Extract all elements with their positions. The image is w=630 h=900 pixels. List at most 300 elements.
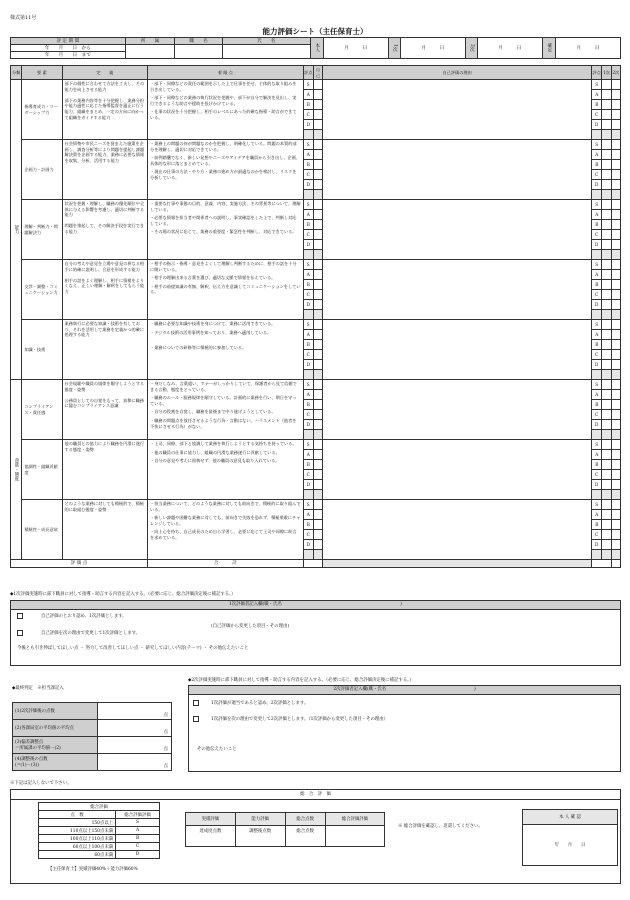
level-cell: C <box>303 530 313 540</box>
self-score-cell[interactable] <box>313 460 322 470</box>
self-score-cell[interactable] <box>313 440 322 450</box>
self-date[interactable]: 月 日 <box>323 38 388 59</box>
first-score-cell[interactable] <box>602 510 611 520</box>
second-score-cell[interactable] <box>611 80 620 90</box>
final-score-value[interactable]: 点 <box>98 703 172 720</box>
second-score-cell[interactable] <box>611 390 620 400</box>
reason-cell[interactable] <box>323 320 592 380</box>
final-score-title: ◆最終判定 ※担当課記入 <box>12 686 64 691</box>
total-reason-cell <box>323 560 592 568</box>
second-score-cell[interactable] <box>611 220 620 230</box>
second-score-cell[interactable] <box>611 280 620 290</box>
second-date[interactable]: 月 日 <box>477 38 542 59</box>
first-score-cell[interactable] <box>602 540 611 550</box>
first-score-cell[interactable] <box>602 460 611 470</box>
level-cell: D <box>592 300 602 310</box>
first-score-cell[interactable] <box>602 470 611 480</box>
level-cell: S <box>303 260 313 270</box>
element-cell: 知識・技術 <box>22 320 62 380</box>
first-score-cell[interactable] <box>602 140 611 150</box>
first-score-cell[interactable] <box>602 310 611 320</box>
focus-point: ・自分の意見や考えに固執せず、他の職員の意見も取り入れている。 <box>150 458 280 464</box>
level-cell: D <box>303 240 313 250</box>
self-score-cell[interactable] <box>313 300 322 310</box>
first-score-cell[interactable] <box>602 280 611 290</box>
second-score-cell[interactable] <box>611 440 620 450</box>
first-score-cell[interactable] <box>602 340 611 350</box>
scale-grade: B <box>116 835 160 843</box>
second-score-cell[interactable] <box>611 290 620 300</box>
second-score-cell[interactable] <box>611 260 620 270</box>
level-cell: D <box>303 420 313 430</box>
self-score-cell[interactable] <box>313 520 322 530</box>
second-score-cell[interactable] <box>611 170 620 180</box>
focus-point: ・職務に必要な知識や技術を身につけて、業務に活用できている。 <box>150 321 276 326</box>
level-cell <box>592 130 602 140</box>
level-cell: C <box>592 350 602 360</box>
focus-point: ・他の職員の仕事に協力し、組織の円滑な業務遂行に貢献している。 <box>150 449 280 455</box>
eval-row <box>11 500 621 510</box>
checkbox[interactable] <box>17 613 23 619</box>
element-cell: 指導育成力・リーダーシップ力 <box>22 80 62 140</box>
focus-point: ・業務についての研修等に積極的に参加している。 <box>150 345 247 351</box>
first-score-cell[interactable] <box>602 290 611 300</box>
final-score-row <box>13 703 172 720</box>
second-score-cell[interactable] <box>611 530 620 540</box>
focus-point: ・重要な打事や事態の目的、意義、内容、実施方法、その背景等について、理解している。 <box>150 201 301 212</box>
self-score-cell[interactable] <box>313 220 322 230</box>
second-score-cell[interactable] <box>611 200 620 210</box>
self-score-cell[interactable] <box>313 180 322 190</box>
self-score-cell[interactable] <box>313 190 322 200</box>
first-score-cell[interactable] <box>602 430 611 440</box>
name-field[interactable] <box>222 45 310 59</box>
final-score-value[interactable]: 点 <box>98 737 172 754</box>
calc-head: 能力評価 <box>235 813 285 826</box>
level-cell: S <box>303 440 313 450</box>
self-score-cell[interactable] <box>313 430 322 440</box>
eval-row <box>11 380 621 390</box>
self-score-cell[interactable] <box>313 150 322 160</box>
level-cell <box>592 190 602 200</box>
self-score-cell[interactable] <box>313 330 322 340</box>
level-cell: C <box>592 110 602 120</box>
self-score-cell[interactable] <box>313 90 322 100</box>
second-score-cell[interactable] <box>611 480 620 490</box>
second-score-cell[interactable] <box>611 130 620 140</box>
first-score-cell[interactable] <box>602 100 611 110</box>
second-score-cell[interactable] <box>611 520 620 530</box>
second-score-cell[interactable] <box>611 450 620 460</box>
element-cell: 理解・判断力・問題解決力 <box>22 200 62 260</box>
first-score-cell[interactable] <box>602 210 611 220</box>
total-self-cell[interactable] <box>303 560 323 568</box>
second-review-option-2[interactable]: 1次評価を次の理由で変更して2次評価とします。（1次評価から変更した項目・その理由） <box>193 716 388 722</box>
level-cell: D <box>592 420 602 430</box>
first-score-cell[interactable] <box>602 240 611 250</box>
level-cell: C <box>303 350 313 360</box>
self-score-cell[interactable] <box>313 100 322 110</box>
reason-cell[interactable] <box>323 140 592 200</box>
second-score-cell[interactable] <box>611 140 620 150</box>
first-score-cell[interactable] <box>602 80 611 90</box>
second-score-cell[interactable] <box>611 510 620 520</box>
self-score-cell[interactable] <box>313 420 322 430</box>
self-score-cell[interactable] <box>313 490 322 500</box>
second-score-cell[interactable] <box>611 120 620 130</box>
level-cell: B <box>303 160 313 170</box>
level-cell: D <box>592 360 602 370</box>
first-score-cell[interactable] <box>602 530 611 540</box>
definition-cell: どのような業務に対しても積極的で、積極的に取組む態度・姿勢 <box>62 500 148 560</box>
second-score-cell[interactable] <box>611 230 620 240</box>
col-category: 分類 <box>11 66 22 80</box>
second-score-cell[interactable] <box>611 310 620 320</box>
self-score-cell[interactable] <box>313 110 322 120</box>
level-cell: A <box>303 330 313 340</box>
self-score-cell[interactable] <box>313 500 322 510</box>
second-score-cell[interactable] <box>611 420 620 430</box>
self-score-cell[interactable] <box>313 400 322 410</box>
level-cell: D <box>303 480 313 490</box>
final-score-row <box>13 754 172 771</box>
level-cell: D <box>303 300 313 310</box>
scale-range: 100点以上110点未満 <box>39 835 116 843</box>
confirm-table <box>522 809 618 866</box>
second-score-cell[interactable] <box>611 210 620 220</box>
scale-row <box>39 819 160 827</box>
self-score-cell[interactable] <box>313 550 322 560</box>
second-score-cell[interactable] <box>611 400 620 410</box>
first-score-cell[interactable] <box>602 400 611 410</box>
second-score-cell[interactable] <box>611 360 620 370</box>
level-cell <box>592 250 602 260</box>
level-cell: B <box>592 460 602 470</box>
position-label: 職 名 <box>175 38 223 45</box>
checkbox[interactable] <box>193 716 199 722</box>
first-score-cell[interactable] <box>602 110 611 120</box>
first-score-cell[interactable] <box>602 450 611 460</box>
definition-cell: 部下の個性に合わせて方法を工夫し、その能力を向上させる能力 部下の業務内容等を十分把握し、業務分担や能力適性に応じた指導監督を適正に行う能力、組織をまとめ、一定の方向に向かって組織をガイドする能力 <box>62 80 148 140</box>
self-score-cell[interactable] <box>313 260 322 270</box>
self-score-cell[interactable] <box>313 340 322 350</box>
first-score-cell[interactable] <box>602 90 611 100</box>
self-score-cell[interactable] <box>313 380 322 390</box>
level-cell <box>303 130 313 140</box>
self-score-cell[interactable] <box>313 280 322 290</box>
second-score-cell[interactable] <box>611 150 620 160</box>
self-score-cell[interactable] <box>313 230 322 240</box>
level-cell: B <box>592 220 602 230</box>
second-review-other: その他伝えたいこと <box>197 747 237 752</box>
second-score-cell[interactable] <box>611 160 620 170</box>
second-score-cell[interactable] <box>611 180 620 190</box>
first-score-cell[interactable] <box>602 180 611 190</box>
level-cell: A <box>303 90 313 100</box>
overall-formula: 【主任保育士】実績評価40%＋能力評価60% <box>48 867 138 872</box>
calc-value[interactable]: 達成度点数 <box>186 826 236 847</box>
confirm-label: 本 人 確 認 <box>523 810 618 825</box>
eval-row <box>11 80 621 90</box>
col-first: 1次 <box>602 66 611 80</box>
first-score-cell[interactable] <box>602 410 611 420</box>
position-field[interactable] <box>175 45 223 59</box>
level-cell: B <box>592 100 602 110</box>
first-score-cell[interactable] <box>602 130 611 140</box>
calc-value[interactable]: 総合点数 <box>285 826 325 847</box>
self-score-cell[interactable] <box>313 270 322 280</box>
second-score-cell[interactable] <box>611 430 620 440</box>
first-score-cell[interactable] <box>602 120 611 130</box>
first-review-intro: ◆1次評価実施時に部下職員に対して指導・助言する内容を記入する。（必要に応じ、総合評価決定後に補記する。） <box>10 592 236 597</box>
focus-cell <box>148 320 304 380</box>
definition-cell: 社会規範や職員の規律を順守しようとする態度・姿勢 公務員としての自覚をもって、真摯に職務に臨むコンプライアンス意識 <box>62 380 148 440</box>
calc-value[interactable] <box>325 826 384 847</box>
level-cell: S <box>303 500 313 510</box>
scale-title-row <box>39 803 160 811</box>
level-cell: S <box>303 200 313 210</box>
final-score-value[interactable]: 点 <box>98 754 172 771</box>
first-score-cell[interactable] <box>602 330 611 340</box>
confirm-date[interactable]: 年 月 日 <box>523 825 618 866</box>
self-score-cell[interactable] <box>313 160 322 170</box>
level-cell <box>592 430 602 440</box>
second-score-cell[interactable] <box>611 340 620 350</box>
affiliation-label: 所 属 <box>125 38 175 45</box>
focus-point: ・その場の状況に応じて、業務の重要度・緊急性を判断し、対応できている。 <box>150 229 297 235</box>
scale-title: 総合評価 <box>39 803 160 811</box>
scale-row <box>39 843 160 851</box>
self-score-cell[interactable] <box>313 80 322 90</box>
self-label: 本人 <box>310 38 323 59</box>
focus-cell <box>148 440 304 500</box>
second-score-cell[interactable] <box>611 320 620 330</box>
level-cell: B <box>592 160 602 170</box>
self-score-cell[interactable] <box>313 170 322 180</box>
first-score-cell[interactable] <box>602 350 611 360</box>
final-score-value[interactable]: 点 <box>98 720 172 737</box>
first-score-cell[interactable] <box>602 270 611 280</box>
second-score-cell[interactable] <box>611 250 620 260</box>
final-score-row <box>13 720 172 737</box>
self-score-cell[interactable] <box>313 350 322 360</box>
level-cell: B <box>592 340 602 350</box>
checkbox[interactable] <box>193 700 199 706</box>
checkbox[interactable] <box>17 630 23 636</box>
focus-point: ・自分の役割を自覚し、職務を最後まで中り遂げようとしている。 <box>150 409 276 415</box>
calc-value[interactable]: 調整後点数 <box>235 826 285 847</box>
calc-head: 総合点数 <box>285 813 325 826</box>
eval-total-label: 評 価 点 <box>11 560 148 568</box>
second-score-cell[interactable] <box>611 90 620 100</box>
calc-head-row <box>186 813 385 826</box>
second-score-cell[interactable] <box>611 410 620 420</box>
self-score-cell[interactable] <box>313 390 322 400</box>
second-score-cell[interactable] <box>611 300 620 310</box>
focus-point: ・職務の問題点を放任させるような行為・言動はない。ハラスメント（他者を不快にさせる行為）がない。 <box>150 417 297 429</box>
self-score-cell[interactable] <box>313 130 322 140</box>
name-label: 氏 名 <box>222 38 310 45</box>
focus-point: ・相手の理解出来る言葉を選び、適切な文脈で情報を伝えている。 <box>150 275 276 281</box>
reason-cell[interactable] <box>323 440 592 500</box>
first-score-cell[interactable] <box>602 250 611 260</box>
first-review-option-2[interactable]: 自己評価を次の理由で変更して1次評価とします。 <box>17 630 140 636</box>
focus-point: ・業務上の問題の何が問題なのかを把握し、明確化している。問題の本質的部分を理解し、適切に対応できている。 <box>150 141 297 152</box>
focus-cell <box>148 140 304 200</box>
level-cell: S <box>303 320 313 330</box>
self-score-cell[interactable] <box>313 480 322 490</box>
first-review-option-1[interactable]: 自己評価のとおり認め、1次評価とします。 <box>17 613 127 619</box>
second-score-cell[interactable] <box>611 270 620 280</box>
self-score-cell[interactable] <box>313 120 322 130</box>
self-score-cell[interactable] <box>313 290 322 300</box>
second-review-option-1[interactable]: 1次評価が適当であると認め、2次評価とします。 <box>193 700 308 706</box>
scale-row <box>39 835 160 843</box>
second-score-cell[interactable] <box>611 460 620 470</box>
period-to[interactable]: 年 月 日 まで <box>11 52 126 59</box>
level-cell: B <box>303 520 313 530</box>
total-first-cell[interactable] <box>592 560 612 568</box>
level-cell <box>303 550 313 560</box>
second-score-cell[interactable] <box>611 490 620 500</box>
scale-grade: A <box>116 827 160 835</box>
focus-point <box>150 338 301 342</box>
level-cell: A <box>592 210 602 220</box>
second-score-cell[interactable] <box>611 110 620 120</box>
scale-row <box>39 827 160 835</box>
self-score-cell[interactable] <box>313 370 322 380</box>
self-score-cell[interactable] <box>313 310 322 320</box>
first-date[interactable]: 月 日 <box>400 38 465 59</box>
first-score-cell[interactable] <box>602 440 611 450</box>
eval-row <box>11 200 621 210</box>
first-score-cell[interactable] <box>602 230 611 240</box>
self-score-cell[interactable] <box>313 450 322 460</box>
first-score-cell[interactable] <box>602 520 611 530</box>
reason-cell[interactable] <box>323 260 592 320</box>
first-score-cell[interactable] <box>602 220 611 230</box>
second-score-cell[interactable] <box>611 370 620 380</box>
period-label: 評 定 期 間 <box>11 38 126 45</box>
second-score-cell[interactable] <box>611 550 620 560</box>
level-cell: A <box>592 90 602 100</box>
second-score-cell[interactable] <box>611 540 620 550</box>
first-score-cell[interactable] <box>602 500 611 510</box>
reason-cell[interactable] <box>323 200 592 260</box>
self-score-cell[interactable] <box>313 200 322 210</box>
category-cell: 能力 <box>11 80 22 380</box>
definition-cell: 自分の考えや意見を立場や意見の異なる相手に的確に説明し、合意を形成する能力 相手の話をよく理解し、相手に情報をよりくなえ、正しい理解・解釈をしてもらう能力 <box>62 260 148 320</box>
second-score-cell[interactable] <box>611 100 620 110</box>
first-score-cell[interactable] <box>602 420 611 430</box>
self-score-cell[interactable] <box>313 530 322 540</box>
first-score-cell[interactable] <box>602 480 611 490</box>
first-score-cell[interactable] <box>602 190 611 200</box>
reason-cell[interactable] <box>323 80 592 140</box>
scale-grade: D <box>116 851 160 859</box>
period-from[interactable]: 年 月 日 から <box>11 45 126 52</box>
second-score-cell[interactable] <box>611 190 620 200</box>
final-date[interactable]: 月 日 <box>555 38 620 59</box>
category-cell: 意欲・態度 <box>11 380 22 560</box>
col-element: 要 素 <box>22 66 62 80</box>
level-cell: D <box>592 180 602 190</box>
self-score-cell[interactable] <box>313 360 322 370</box>
self-score-cell[interactable] <box>313 320 322 330</box>
first-score-cell[interactable] <box>602 200 611 210</box>
header-table <box>10 37 621 59</box>
first-score-cell[interactable] <box>602 490 611 500</box>
first-score-cell[interactable] <box>602 300 611 310</box>
first-score-cell[interactable] <box>602 390 611 400</box>
definition-cell: 他の職員との協力により職務を円滑に遂行する態度・姿勢 <box>62 440 148 500</box>
first-score-cell[interactable] <box>602 370 611 380</box>
level-cell: D <box>303 540 313 550</box>
totals-row <box>11 560 621 568</box>
scale-grade: S <box>116 819 160 827</box>
self-score-cell[interactable] <box>313 470 322 480</box>
level-cell <box>303 370 313 380</box>
self-score-cell[interactable] <box>313 240 322 250</box>
focus-point: ・相手の前提知識の有無、解釈、伝え方を意識してコミュニケーションをしている。 <box>150 283 301 295</box>
first-score-cell[interactable] <box>602 380 611 390</box>
second-score-cell[interactable] <box>611 470 620 480</box>
self-score-cell[interactable] <box>313 410 322 420</box>
level-cell: C <box>592 410 602 420</box>
second-score-cell[interactable] <box>611 380 620 390</box>
reason-cell[interactable] <box>323 380 592 440</box>
level-cell: A <box>592 510 602 520</box>
sum-label: 合 計 <box>148 560 304 568</box>
self-score-cell[interactable] <box>313 510 322 520</box>
second-score-cell[interactable] <box>611 500 620 510</box>
focus-point: ・相手の指示・指導・意見をよくして理解し判断するために、相手の話を十分に聞いている。 <box>150 261 297 272</box>
second-score-cell[interactable] <box>611 350 620 360</box>
level-cell: D <box>303 360 313 370</box>
col-focus: 着 眼 点 <box>148 66 304 80</box>
reason-cell[interactable] <box>323 500 592 560</box>
first-score-cell[interactable] <box>602 160 611 170</box>
second-review-intro: ◆2次評価実施時に部下職員に対して指導・助言する内容を記入する。（必要に応じ、総合評価決定後に補記する。） <box>188 678 414 683</box>
calc-head: 実績評価 <box>186 813 236 826</box>
col-definition: 定 義 <box>62 66 148 80</box>
self-score-cell[interactable] <box>313 210 322 220</box>
first-score-cell[interactable] <box>602 260 611 270</box>
second-score-cell[interactable] <box>611 330 620 340</box>
first-score-cell[interactable] <box>602 360 611 370</box>
focus-point: ・身だしなみ、言葉遣い、マナーがしっかりしていて、保護者から見て信頼できる言動、態度をとっている。 <box>150 381 297 392</box>
scale-range: 150点以上 <box>39 819 116 827</box>
focus-point: ・仕事の状況を十分把握し、相手のレベルにあった的確な指導・助言ができている。 <box>150 109 297 120</box>
affiliation-field[interactable] <box>125 45 175 59</box>
self-score-cell[interactable] <box>313 250 322 260</box>
focus-point: ・デジタル技術の活用事例を知っており、業務へ適用している。 <box>150 329 272 335</box>
first-score-cell[interactable] <box>602 170 611 180</box>
level-cell <box>303 430 313 440</box>
first-review-box <box>10 600 621 666</box>
overall-title: 総 合 評 価 <box>11 790 620 800</box>
first-score-cell[interactable] <box>602 320 611 330</box>
second-score-cell[interactable] <box>611 240 620 250</box>
first-label: 1次 <box>388 38 400 59</box>
first-score-cell[interactable] <box>602 550 611 560</box>
first-score-cell[interactable] <box>602 150 611 160</box>
self-score-cell[interactable] <box>313 140 322 150</box>
element-cell: 協調性・組織貢献度 <box>22 440 62 500</box>
total-second-cell[interactable] <box>611 560 620 568</box>
self-score-cell[interactable] <box>313 540 322 550</box>
first-review-header: 1次評価者記入欄(職・氏名 ) <box>11 601 620 610</box>
